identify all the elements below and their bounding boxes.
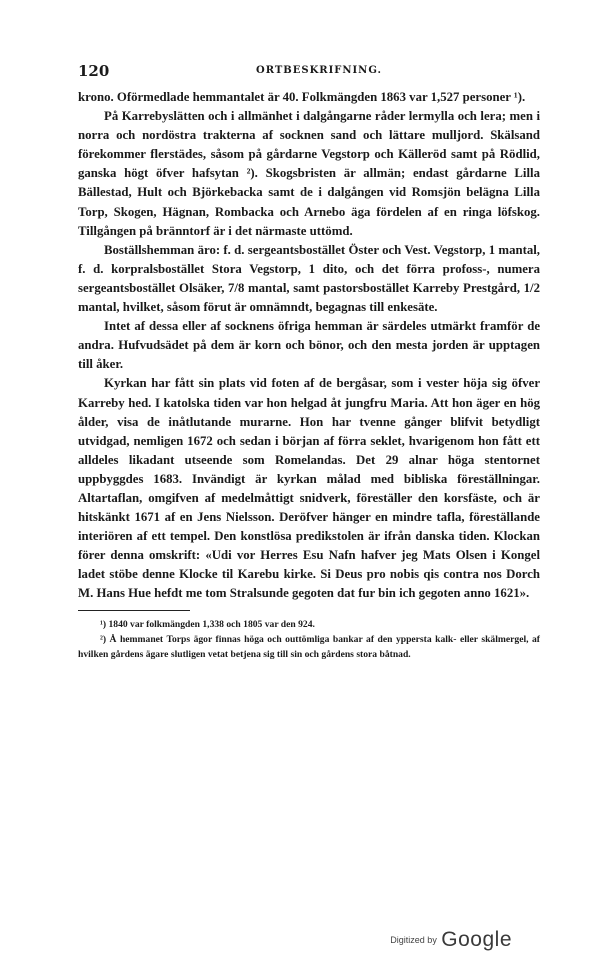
paragraph: krono. Oförmedlade hemmantalet är 40. Folkmängden 1863 var 1,527 personer ¹).	[78, 90, 526, 104]
watermark-prefix: Digitized by	[390, 935, 437, 945]
paragraph: Boställshemman äro: f. d. sergeantsbostället Öster och Vest. Vegstorp, 1 mantal, f. d. korpralsbostället Stora Vegstorp, 1 dito, och det förra profoss-, numera sergeantsbostället Olsäker, 7/8 mantal, samt pastorsbostället Karreby Prestgård, 1/2 mantal, hvilket, såsom förut är omnämndt, begagnas till enkesäte.	[78, 242, 540, 315]
page-header	[78, 62, 540, 88]
google-logo: Google	[441, 928, 512, 951]
paragraph: Kyrkan har fått sin plats vid foten af de bergåsar, som i vester höja sig öfver Karreby hed. I katolska tiden var hon helgad åt jungfru Maria. Att hon äger en hög ålder, visa de inåtlutande murarne. Hon har tvenne gånger blifvit betydligt utvidgad, nemligen 1672 och sedan i början af förra seklet, hvarigenom hon fått ett alldeles likadant utseende som Romelandas. Det 29 alnar höga stentornet uppbyggdes 1683. Invändigt är kyrkan målad med bibliska föreställningar. Altartaflan, omgifven af medelmåttigt snidverk, föreställer den korsfäste, och är hitskänkt 1671 af en Jens Nielsson. Deröfver hänger en mindre tafla, föreställande interiören af ett tempel. Den konstlösa predikstolen är ifrån danska tiden. Klockan förer denna omskrift: «Udi vor Herres Esu Nafn hafver jeg Mats Olsen i Kongel ladet stöbe denne Klocke til Karebu kirke. Si Deus pro nobis qis contra nos Dorch M. Hans Hue hefdt me tom Stralsunde gegoten dat fur bin ich gegoten anno 1621».	[78, 376, 540, 601]
footnote: ²) Å hemmanet Torps ägor finnas höga och outtömliga bankar af den yppersta kalk- eller skälmergel, af hvilken gårdens ägare slutligen vetat betjena sig till sin och gårdens stora båtnad.	[78, 633, 540, 660]
paragraph: Intet af dessa eller af socknens öfriga hemman är särdeles utmärkt framför de andra. Hufvudsädet på dem är korn och bönor, och den mesta jorden är upptagen till åker.	[78, 319, 540, 372]
body-text	[78, 88, 540, 604]
paragraph: På Karrebyslätten och i allmänhet i dalgångarne råder lermylla och lera; men i norra och nordöstra trakterna af socknen sand och lättare mulljord. Skälsand förekommer flerstädes, såsom på gårdarne Vegstorp och Källeröd samt på Rödlid, ganska högt öfver hafsytan ²). Skogsbristen är allmän; endast gårdarne Lilla Bällestad, Hult och Björkebacka samt de i dalgången vid Romsjön belägna Lilla Torp, Skogen, Hägnan, Rombacka och Arnebo äga fördelen af en ringa löfskog. Tillgången på bränntorf är i det närmaste uttömd.	[78, 109, 540, 238]
footnote: ¹) 1840 var folkmängden 1,338 och 1805 var den 924.	[100, 618, 315, 630]
page-number: 120	[78, 62, 110, 80]
digitized-watermark	[390, 928, 512, 952]
book-page	[78, 62, 540, 662]
running-title: ORTBESKRIFNING.	[256, 65, 382, 76]
footnote-divider	[78, 610, 190, 611]
footnotes	[78, 617, 540, 662]
